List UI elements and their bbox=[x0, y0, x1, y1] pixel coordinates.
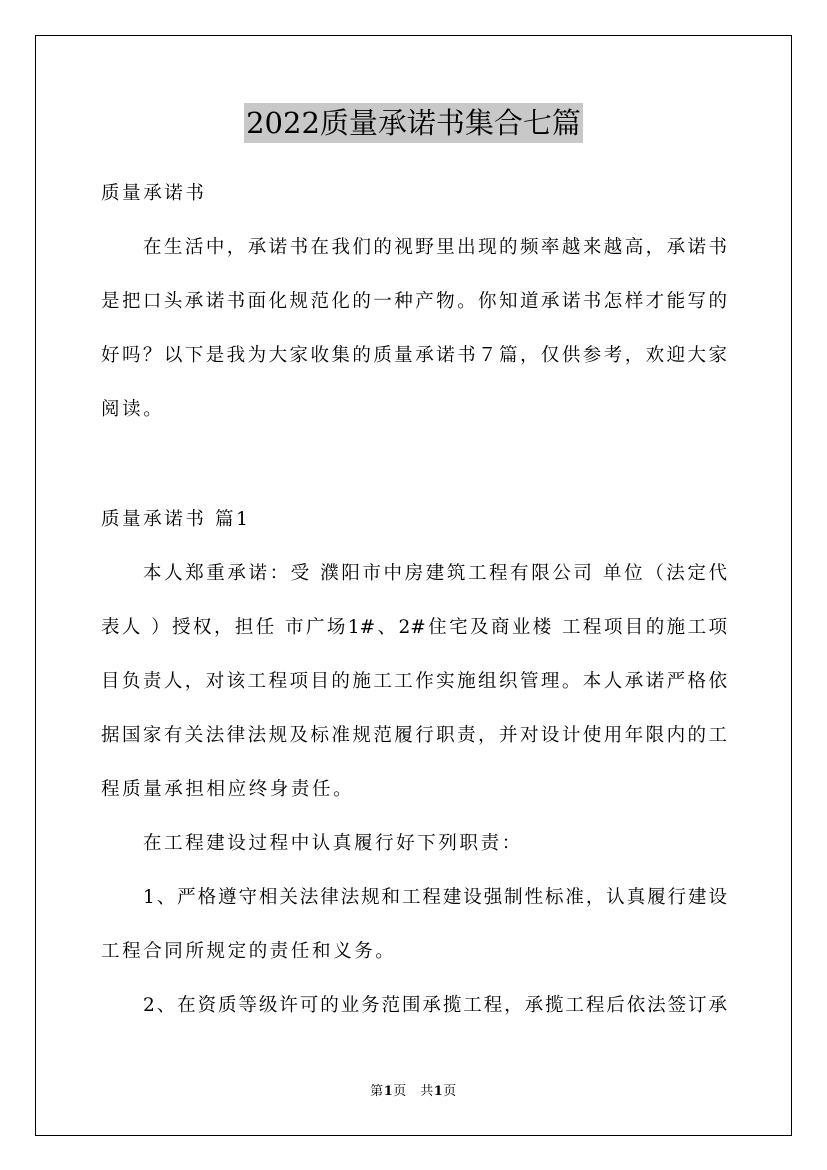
title-container bbox=[0, 103, 827, 143]
footer-prefix: 第 bbox=[370, 1084, 384, 1099]
footer-page-current: 1 bbox=[383, 1084, 394, 1099]
paragraph-line: 目负责人，对该工程项目的施工工作实施组织管理。本人承诺严格依 bbox=[101, 671, 727, 692]
page-footer bbox=[0, 1083, 827, 1101]
footer-suffix: 页 bbox=[443, 1084, 457, 1099]
document-title: 2022质量承诺书集合七篇 bbox=[244, 103, 583, 143]
paragraph-line: 据国家有关法律法规及标准规范履行职责，并对设计使用年限内的工 bbox=[101, 725, 727, 746]
paragraph-line: 程质量承担相应终身责任。 bbox=[101, 779, 355, 800]
list-item-line: 1、严格遵守相关法律法规和工程建设强制性标准，认真履行建设 bbox=[143, 887, 727, 908]
intro-line: 阅读。 bbox=[101, 399, 165, 420]
intro-line: 好吗？以下是我为大家收集的质量承诺书７篇，仅供参考，欢迎大家 bbox=[101, 345, 727, 366]
paragraph-line: 本人郑重承诺：受 濮阳市中房建筑工程有限公司 单位（法定代 bbox=[143, 563, 727, 584]
paragraph-line: 在工程建设过程中认真履行好下列职责： bbox=[143, 833, 523, 854]
section-heading: 质量承诺书 篇1 bbox=[101, 509, 251, 530]
list-item-line: 工程合同所规定的责任和义务。 bbox=[101, 941, 397, 962]
intro-line: 在生活中，承诺书在我们的视野里出现的频率越来越高，承诺书 bbox=[143, 237, 727, 258]
intro-heading: 质量承诺书 bbox=[101, 183, 207, 204]
footer-page-total: 1 bbox=[433, 1084, 444, 1099]
intro-line: 是把口头承诺书面化规范化的一种产物。你知道承诺书怎样才能写的 bbox=[101, 291, 727, 312]
list-item-line: 2、在资质等级许可的业务范围承揽工程，承揽工程后依法签订承 bbox=[143, 995, 727, 1016]
footer-mid: 页 共 bbox=[393, 1084, 434, 1099]
paragraph-line: 表人 ）授权，担任 市广场1#、2#住宅及商业楼 工程项目的施工项 bbox=[101, 617, 727, 638]
